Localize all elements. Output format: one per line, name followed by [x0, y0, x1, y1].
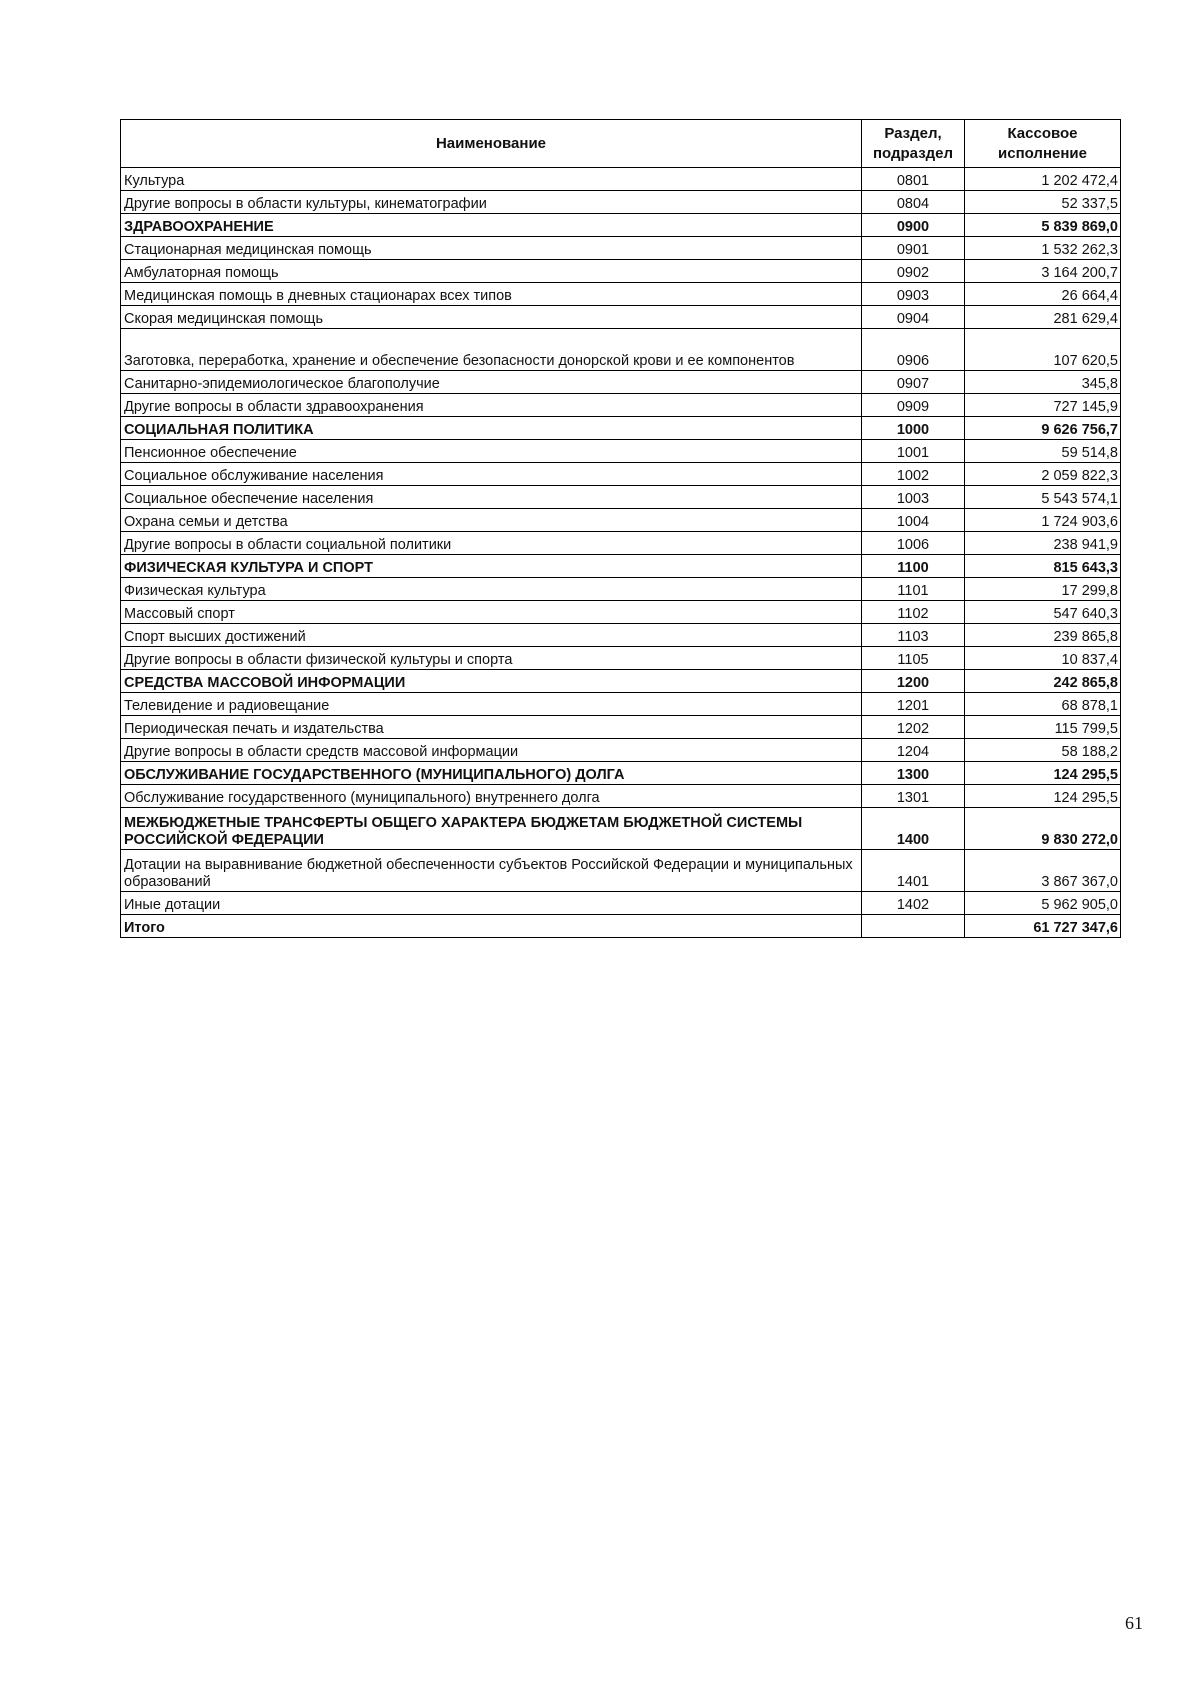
table-row	[121, 716, 1121, 739]
row-code-cell: 1002	[862, 463, 965, 486]
table-row	[121, 168, 1121, 191]
row-code-cell: 1401	[862, 850, 965, 892]
row-amount-cell: 242 865,8	[965, 670, 1121, 693]
table-body	[121, 168, 1121, 938]
row-name-cell: Скорая медицинская помощь	[121, 306, 862, 329]
table-row	[121, 394, 1121, 417]
row-code-cell: 1400	[862, 808, 965, 850]
row-name-cell: Другие вопросы в области культуры, кинематографии	[121, 191, 862, 214]
row-name-cell: Культура	[121, 168, 862, 191]
row-name-cell: ОБСЛУЖИВАНИЕ ГОСУДАРСТВЕННОГО (МУНИЦИПАЛЬНОГО) ДОЛГА	[121, 762, 862, 785]
table-header-row	[121, 120, 1121, 168]
row-amount-cell: 9 626 756,7	[965, 417, 1121, 440]
row-amount-cell: 9 830 272,0	[965, 808, 1121, 850]
row-code-cell: 1201	[862, 693, 965, 716]
row-name-cell: Стационарная медицинская помощь	[121, 237, 862, 260]
table-row	[121, 486, 1121, 509]
row-amount-cell: 107 620,5	[965, 329, 1121, 371]
row-amount-cell: 3 164 200,7	[965, 260, 1121, 283]
row-name-cell: Охрана семьи и детства	[121, 509, 862, 532]
table-row	[121, 191, 1121, 214]
budget-execution-table	[120, 119, 1121, 938]
table-row	[121, 214, 1121, 237]
table-row	[121, 555, 1121, 578]
row-name-cell: Итого	[121, 915, 862, 938]
row-name-cell: Спорт высших достижений	[121, 624, 862, 647]
row-name-cell: Массовый спорт	[121, 601, 862, 624]
row-name-cell: Заготовка, переработка, хранение и обеспечение безопасности донорской крови и ее компонентов	[121, 329, 862, 371]
row-code-cell: 0903	[862, 283, 965, 306]
table-row	[121, 371, 1121, 394]
page-number: 61	[1125, 1613, 1143, 1633]
row-name-cell: МЕЖБЮДЖЕТНЫЕ ТРАНСФЕРТЫ ОБЩЕГО ХАРАКТЕРА БЮДЖЕТАМ БЮДЖЕТНОЙ СИСТЕМЫ РОССИЙСКОЙ ФЕДЕРАЦИИ	[121, 808, 862, 850]
row-code-cell: 1202	[862, 716, 965, 739]
row-amount-cell: 10 837,4	[965, 647, 1121, 670]
row-amount-cell: 61 727 347,6	[965, 915, 1121, 938]
row-amount-cell: 26 664,4	[965, 283, 1121, 306]
row-name-cell: Другие вопросы в области физической культуры и спорта	[121, 647, 862, 670]
table-row	[121, 463, 1121, 486]
row-code-cell: 1103	[862, 624, 965, 647]
row-amount-cell: 58 188,2	[965, 739, 1121, 762]
row-amount-cell: 281 629,4	[965, 306, 1121, 329]
table-row	[121, 260, 1121, 283]
table-row	[121, 624, 1121, 647]
row-code-cell: 1101	[862, 578, 965, 601]
row-code-cell: 0907	[862, 371, 965, 394]
table-row	[121, 892, 1121, 915]
table-row	[121, 647, 1121, 670]
table-row	[121, 509, 1121, 532]
row-name-cell: Социальное обеспечение населения	[121, 486, 862, 509]
table-row	[121, 283, 1121, 306]
row-amount-cell: 68 878,1	[965, 693, 1121, 716]
row-name-cell: Другие вопросы в области здравоохранения	[121, 394, 862, 417]
row-name-cell: СРЕДСТВА МАССОВОЙ ИНФОРМАЦИИ	[121, 670, 862, 693]
row-amount-cell: 115 799,5	[965, 716, 1121, 739]
row-name-cell: Амбулаторная помощь	[121, 260, 862, 283]
table-row	[121, 440, 1121, 463]
row-name-cell: Обслуживание государственного (муниципального) внутреннего долга	[121, 785, 862, 808]
row-code-cell: 0900	[862, 214, 965, 237]
row-code-cell: 1001	[862, 440, 965, 463]
table-row	[121, 578, 1121, 601]
row-code-cell: 0804	[862, 191, 965, 214]
table-row	[121, 329, 1121, 371]
row-name-cell: Пенсионное обеспечение	[121, 440, 862, 463]
row-code-cell: 0909	[862, 394, 965, 417]
row-amount-cell: 124 295,5	[965, 785, 1121, 808]
row-name-cell: Санитарно-эпидемиологическое благополучие	[121, 371, 862, 394]
table-row	[121, 762, 1121, 785]
row-amount-cell: 3 867 367,0	[965, 850, 1121, 892]
row-amount-cell: 1 532 262,3	[965, 237, 1121, 260]
table-row	[121, 739, 1121, 762]
row-code-cell: 1300	[862, 762, 965, 785]
table-row	[121, 693, 1121, 716]
row-code-cell: 1105	[862, 647, 965, 670]
row-name-cell: Медицинская помощь в дневных стационарах всех типов	[121, 283, 862, 306]
table-row	[121, 808, 1121, 850]
row-name-cell: Другие вопросы в области средств массовой информации	[121, 739, 862, 762]
row-code-cell: 1301	[862, 785, 965, 808]
row-name-cell: Дотации на выравнивание бюджетной обеспеченности субъектов Российской Федерации и муниципальных образований	[121, 850, 862, 892]
header-amount: Кассовое исполнение	[965, 120, 1121, 168]
header-code: Раздел, подраздел	[862, 120, 965, 168]
row-code-cell: 1204	[862, 739, 965, 762]
table-row	[121, 670, 1121, 693]
table-row	[121, 850, 1121, 892]
row-code-cell: 1102	[862, 601, 965, 624]
row-name-cell: Социальное обслуживание населения	[121, 463, 862, 486]
row-name-cell: ФИЗИЧЕСКАЯ КУЛЬТУРА И СПОРТ	[121, 555, 862, 578]
table-row	[121, 417, 1121, 440]
row-name-cell: СОЦИАЛЬНАЯ ПОЛИТИКА	[121, 417, 862, 440]
row-name-cell: Другие вопросы в области социальной политики	[121, 532, 862, 555]
row-amount-cell: 5 962 905,0	[965, 892, 1121, 915]
row-amount-cell: 124 295,5	[965, 762, 1121, 785]
row-code-cell: 1000	[862, 417, 965, 440]
row-code-cell: 1004	[862, 509, 965, 532]
row-amount-cell: 2 059 822,3	[965, 463, 1121, 486]
row-code-cell: 0902	[862, 260, 965, 283]
row-code-cell: 1402	[862, 892, 965, 915]
table-row	[121, 237, 1121, 260]
row-amount-cell: 239 865,8	[965, 624, 1121, 647]
row-amount-cell: 1 202 472,4	[965, 168, 1121, 191]
row-code-cell	[862, 915, 965, 938]
row-amount-cell: 727 145,9	[965, 394, 1121, 417]
row-amount-cell: 345,8	[965, 371, 1121, 394]
row-code-cell: 0904	[862, 306, 965, 329]
row-amount-cell: 547 640,3	[965, 601, 1121, 624]
row-amount-cell: 59 514,8	[965, 440, 1121, 463]
row-amount-cell: 815 643,3	[965, 555, 1121, 578]
row-name-cell: Иные дотации	[121, 892, 862, 915]
table-row	[121, 915, 1121, 938]
row-code-cell: 0901	[862, 237, 965, 260]
row-amount-cell: 5 839 869,0	[965, 214, 1121, 237]
row-code-cell: 1200	[862, 670, 965, 693]
row-amount-cell: 1 724 903,6	[965, 509, 1121, 532]
row-amount-cell: 52 337,5	[965, 191, 1121, 214]
row-code-cell: 0906	[862, 329, 965, 371]
row-amount-cell: 5 543 574,1	[965, 486, 1121, 509]
table-row	[121, 785, 1121, 808]
row-code-cell: 1006	[862, 532, 965, 555]
row-name-cell: Физическая культура	[121, 578, 862, 601]
header-name: Наименование	[121, 120, 862, 168]
row-code-cell: 1100	[862, 555, 965, 578]
table-row	[121, 306, 1121, 329]
row-amount-cell: 238 941,9	[965, 532, 1121, 555]
table-row	[121, 532, 1121, 555]
row-code-cell: 0801	[862, 168, 965, 191]
row-code-cell: 1003	[862, 486, 965, 509]
row-name-cell: Телевидение и радиовещание	[121, 693, 862, 716]
table-row	[121, 601, 1121, 624]
row-name-cell: Периодическая печать и издательства	[121, 716, 862, 739]
row-name-cell: ЗДРАВООХРАНЕНИЕ	[121, 214, 862, 237]
row-amount-cell: 17 299,8	[965, 578, 1121, 601]
